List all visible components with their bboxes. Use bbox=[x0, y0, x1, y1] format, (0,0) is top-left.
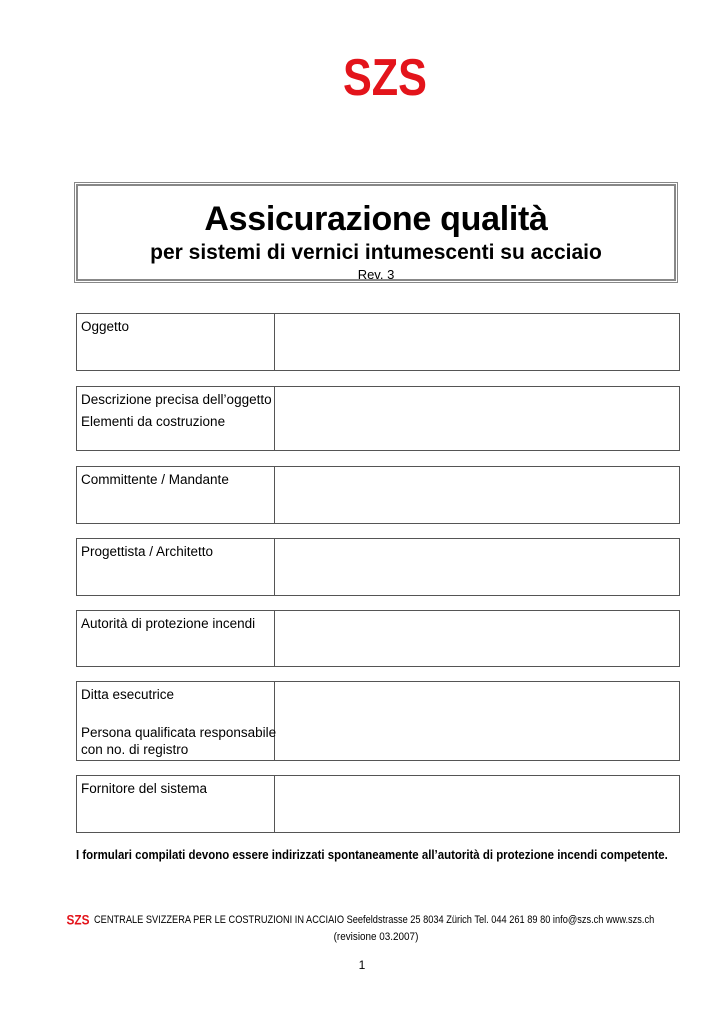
field-autorita bbox=[76, 610, 680, 667]
field-fornitore bbox=[76, 775, 680, 833]
field-oggetto bbox=[76, 313, 680, 371]
field-label: Autorità di protezione incendi bbox=[77, 611, 275, 666]
footer-contact: CENTRALE SVIZZERA PER LE COSTRUZIONI IN ACCIAIO Seefeldstrasse 25 8034 Zürich Tel. 044 261 89 80 info@szs.ch www.szs.ch bbox=[94, 914, 655, 926]
field-label: Descrizione precisa dell’oggetto Elementi da costruzione bbox=[77, 387, 275, 450]
svg-text:SZS: SZS bbox=[66, 911, 90, 928]
field-label: Progettista / Architetto bbox=[77, 539, 275, 595]
submission-note: I formulari compilati devono essere indirizzati spontaneamente all’autorità di protezione incendi competente. bbox=[76, 847, 668, 862]
document-title: Assicurazione qualità bbox=[204, 200, 548, 238]
oggetto-input[interactable] bbox=[275, 314, 679, 370]
szs-logo bbox=[342, 49, 428, 107]
field-ditta bbox=[76, 681, 680, 761]
field-label: Committente / Mandante bbox=[77, 467, 275, 523]
field-label: Fornitore del sistema bbox=[77, 776, 275, 832]
page-number: 1 bbox=[358, 958, 366, 972]
footer-revision: (revisione 03.2007) bbox=[333, 931, 419, 943]
descrizione-input[interactable] bbox=[275, 387, 679, 450]
field-progettista bbox=[76, 538, 680, 596]
revision-label: Rev. 3 bbox=[357, 267, 395, 282]
szs-footer-logo bbox=[66, 912, 90, 926]
fornitore-input[interactable] bbox=[275, 776, 679, 832]
field-label: Oggetto bbox=[77, 314, 275, 370]
progettista-input[interactable] bbox=[275, 539, 679, 595]
document-subtitle: per sistemi di vernici intumescenti su acciaio bbox=[150, 241, 602, 264]
field-label: Ditta esecutrice Persona qualificata responsabile con no. di registro bbox=[77, 682, 275, 760]
field-committente bbox=[76, 466, 680, 524]
title-box bbox=[76, 184, 676, 281]
committente-input[interactable] bbox=[275, 467, 679, 523]
svg-text:SZS: SZS bbox=[343, 49, 427, 107]
autorita-input[interactable] bbox=[275, 611, 679, 666]
ditta-input[interactable] bbox=[275, 682, 679, 760]
field-descrizione bbox=[76, 386, 680, 451]
